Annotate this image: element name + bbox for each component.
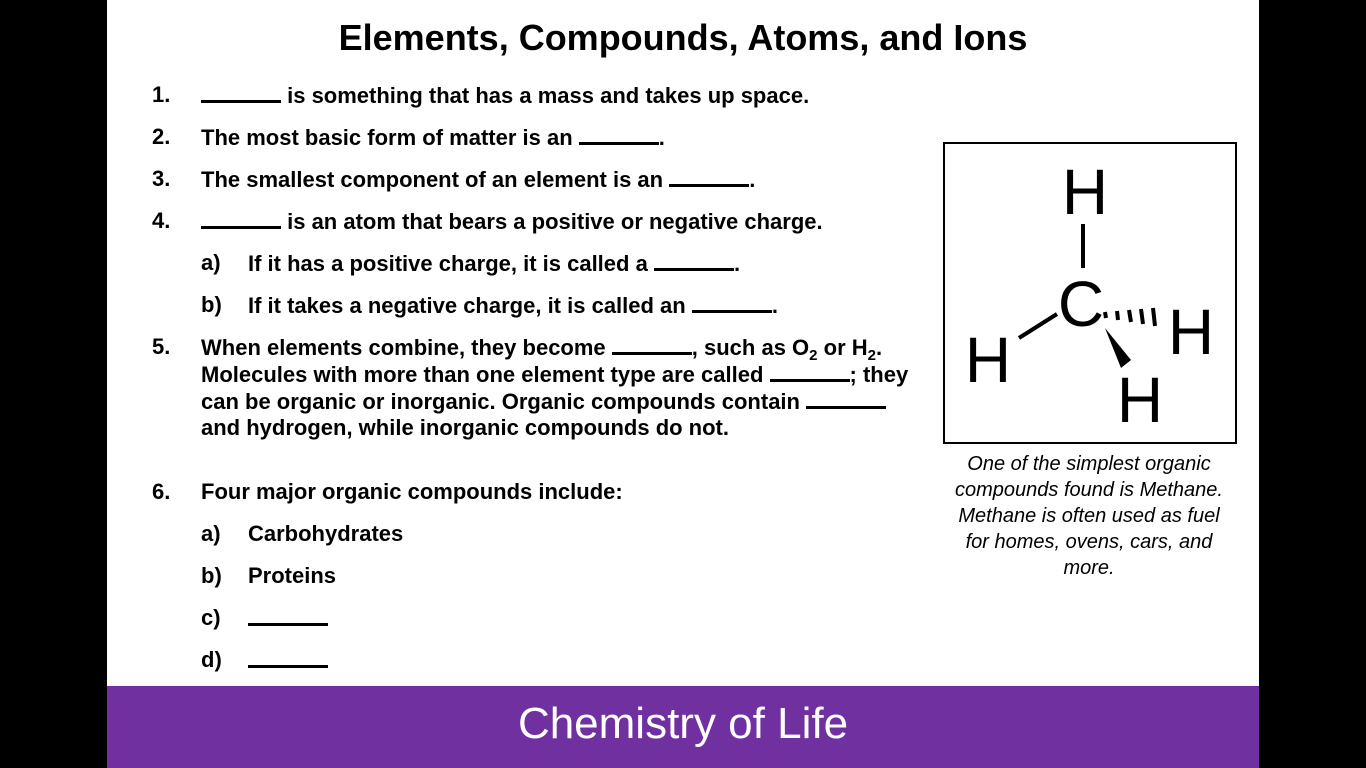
question-number: 3. xyxy=(152,166,171,191)
atom-label-h-left: H xyxy=(964,324,1012,396)
sub-item-text: If it takes a negative charge, it is called an . xyxy=(248,293,778,318)
question-number: 4. xyxy=(152,208,171,233)
sub-item-letter: a) xyxy=(201,521,221,546)
question-text: is an atom that bears a positive or negative charge. xyxy=(201,208,823,235)
sub-item-text xyxy=(248,605,328,632)
question-text: The most basic form of matter is an . xyxy=(201,125,665,150)
atom-label-h-bottom: H xyxy=(1116,364,1164,436)
atom-label-c-center: C xyxy=(1057,268,1105,340)
sub-item-letter: c) xyxy=(201,605,221,630)
bond-hashed-wedge xyxy=(1105,308,1155,326)
question-text: is something that has a mass and takes up space. xyxy=(201,82,809,109)
slide-title: Elements, Compounds, Atoms, and Ions xyxy=(338,17,1028,58)
answer-blank xyxy=(201,208,281,229)
question-5 xyxy=(107,334,927,464)
sub-item-text: If it has a positive charge, it is called a . xyxy=(248,251,741,276)
question-text: Four major organic compounds include: xyxy=(201,479,623,504)
sub-item-letter: b) xyxy=(201,292,222,317)
sub-item-text xyxy=(248,647,328,674)
figure-caption: One of the simplest organic compounds found is Methane. Methane is often used as fuel for homes, ovens, cars, and more. xyxy=(955,453,1223,579)
answer-blank xyxy=(201,82,281,103)
answer-blank xyxy=(806,388,886,409)
sub-item-text: Carbohydrates xyxy=(248,521,404,546)
answer-blank xyxy=(248,647,328,668)
question-number: 2. xyxy=(152,124,171,149)
methane-diagram xyxy=(945,144,1235,442)
sub-item-text: Proteins xyxy=(248,563,337,588)
answer-blank xyxy=(669,166,749,187)
question-number: 1. xyxy=(152,82,171,107)
atom-label-h-right: H xyxy=(1167,296,1215,368)
answer-blank xyxy=(612,334,692,355)
answer-blank xyxy=(692,292,772,313)
slide xyxy=(107,0,1259,768)
atom-label-h-top: H xyxy=(1061,156,1109,228)
answer-blank xyxy=(770,361,850,382)
bond-solid-wedge xyxy=(1105,328,1131,368)
sub-item-letter: b) xyxy=(201,563,222,588)
question-number: 5. xyxy=(152,334,171,359)
answer-blank xyxy=(654,250,734,271)
bond-left-line xyxy=(1019,314,1057,338)
footer-title: Chemistry of Life xyxy=(517,699,849,748)
question-number: 6. xyxy=(152,479,171,504)
question-text: When elements combine, they become , such as $O_2$ or $H_2$. Molecules with more than one element type are called ; they can be organic or inorganic. Organic compounds contain and hydrogen, while inorganic compounds do not. xyxy=(201,335,909,440)
sub-item-letter: a) xyxy=(201,250,221,275)
methane-structure-figure xyxy=(943,142,1237,444)
answer-blank xyxy=(248,605,328,626)
footer-banner xyxy=(107,686,1259,768)
question-text: The smallest component of an element is an . xyxy=(201,167,756,192)
answer-blank xyxy=(579,124,659,145)
sub-item-letter: d) xyxy=(201,647,222,672)
